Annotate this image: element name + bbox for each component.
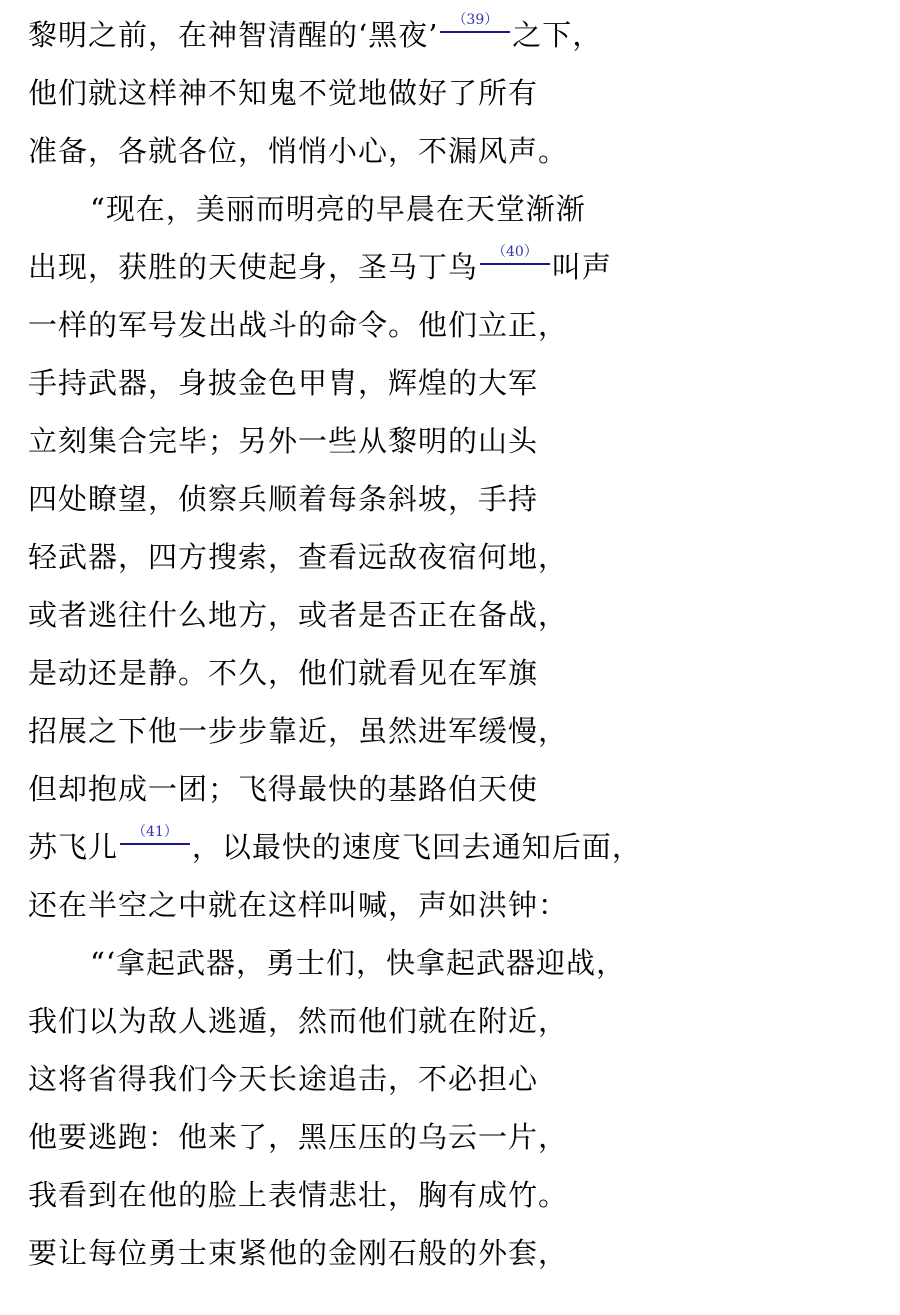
text-line xyxy=(28,6,900,64)
text-line xyxy=(28,238,900,296)
text-line: 四处瞭望，侦察兵顺着每条斜坡，手持 xyxy=(28,482,539,516)
text-line: “‘拿起武器，勇士们，快拿起武器迎战， xyxy=(90,946,627,980)
text-line: 但却抱成一团；飞得最快的基路伯天使 xyxy=(28,772,539,806)
footnote-link-40[interactable]: （40） xyxy=(480,244,550,265)
text-line: 还在半空之中就在这样叫喊，声如洪钟： xyxy=(28,888,569,922)
text-line: 一样的军号发出战斗的命令。他们立正， xyxy=(28,308,569,342)
text-line: 准备，各就各位，悄悄小心，不漏风声。 xyxy=(28,134,569,168)
line-text: ，以最快的速度飞回去通知后面， xyxy=(191,830,642,864)
text-line: 轻武器，四方搜索，查看远敌夜宿何地， xyxy=(28,540,569,574)
text-line: 我们以为敌人逃遁，然而他们就在附近， xyxy=(28,1004,569,1038)
line-text: 苏飞儿 xyxy=(28,830,119,864)
text-line: 我看到在他的脸上表情悲壮，胸有成竹。 xyxy=(28,1178,569,1212)
text-line: 是动还是静。不久，他们就看见在军旗 xyxy=(28,656,539,690)
line-text: 之下， xyxy=(512,18,603,52)
text-line: “现在，美丽而明亮的早晨在天堂渐渐 xyxy=(90,192,586,226)
line-text: 出现，获胜的天使起身，圣马丁鸟 xyxy=(28,250,479,284)
footnote-link-41[interactable]: （41） xyxy=(120,824,190,845)
text-line xyxy=(28,818,900,876)
line-text: 叫声 xyxy=(551,250,612,284)
footnote-link-39[interactable]: （39） xyxy=(440,12,510,33)
text-line: 手持武器，身披金色甲胄，辉煌的大军 xyxy=(28,366,539,400)
text-line: 招展之下他一步步靠近，虽然进军缓慢， xyxy=(28,714,569,748)
text-line: 他要逃跑：他来了，黑压压的乌云一片， xyxy=(28,1120,569,1154)
text-line: 或者逃往什么地方，或者是否正在备战， xyxy=(28,598,569,632)
text-line: 这将省得我们今天长途追击，不必担心 xyxy=(28,1062,539,1096)
text-line: 他们就这样神不知鬼不觉地做好了所有 xyxy=(28,76,539,110)
text-line: 要让每位勇士束紧他的金刚石般的外套， xyxy=(28,1236,569,1270)
line-text: 黎明之前，在神智清醒的‘黑夜’ xyxy=(28,18,439,52)
text-line: 立刻集合完毕；另外一些从黎明的山头 xyxy=(28,424,539,458)
